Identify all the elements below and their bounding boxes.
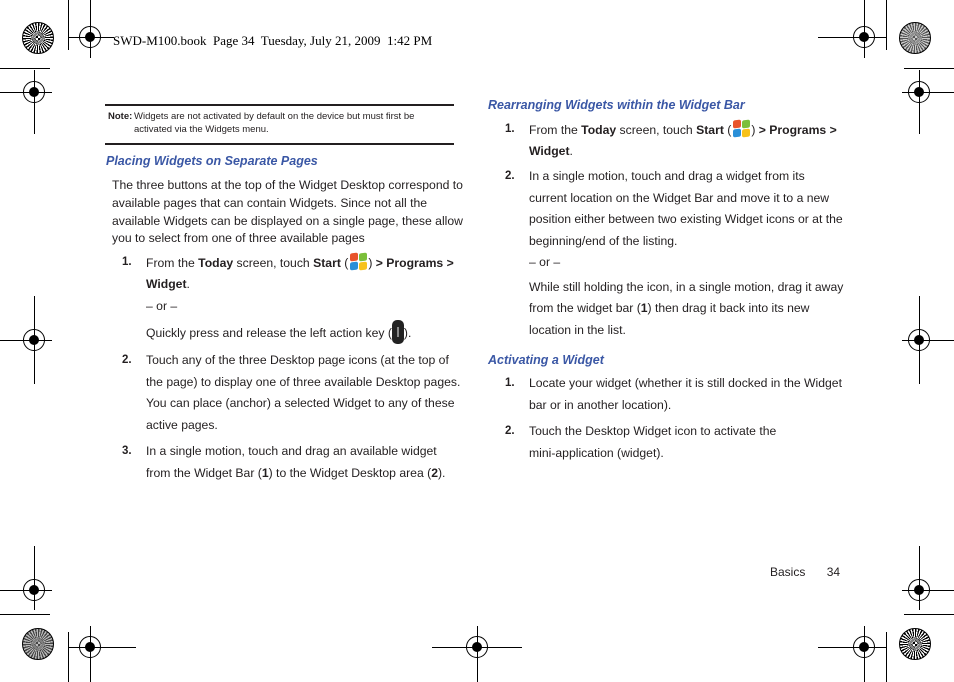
intro-paragraph (112, 177, 463, 248)
text: ( (340, 256, 349, 270)
crop-mark (902, 92, 954, 93)
step-line: active pages. (146, 417, 218, 432)
intro-line: available pages that can contain Widgets. Since not all the (112, 195, 428, 210)
crop-mark (0, 590, 52, 591)
crop-mark (864, 0, 865, 58)
step-number: 1. (122, 256, 132, 268)
step-line: Touch any of the three Desktop page icons (at the top of (146, 353, 449, 367)
activate-step-2-text (529, 421, 776, 464)
crop-mark (886, 632, 887, 682)
color-registration-rose-icon (899, 22, 931, 54)
note-top-rule (105, 104, 454, 106)
step-line: In a single motion, touch and drag an available widget (146, 444, 437, 458)
step-line: location in the list. (529, 322, 626, 337)
crop-mark (34, 70, 35, 134)
crop-mark (34, 296, 35, 384)
intro-line: The three buttons at the top of the Widget Desktop correspond to (112, 178, 463, 192)
programs-path: > Programs > (375, 256, 454, 270)
step-number: 1. (505, 123, 515, 135)
color-registration-rose-icon (899, 628, 931, 660)
text: ). (403, 326, 412, 340)
step-line: Locate your widget (whether it is still docked in the Widget (529, 376, 842, 390)
step-number: 1. (505, 377, 515, 389)
crop-mark (902, 590, 954, 591)
step-1-text-cont (529, 141, 573, 163)
step-number: 2. (505, 170, 515, 182)
text: ( (723, 123, 732, 137)
step-number: 3. (122, 445, 132, 457)
crop-mark (818, 647, 886, 648)
today-label: Today (198, 256, 234, 270)
crop-mark (68, 37, 114, 38)
step-number: 2. (122, 354, 132, 366)
text: . (186, 277, 190, 291)
step-2-text (529, 166, 843, 341)
note-label: Note: (108, 111, 133, 122)
crop-mark (818, 37, 886, 38)
callout-number: 2 (431, 465, 438, 480)
text: from the Widget Bar ( (146, 465, 262, 480)
widget-label: Widget (146, 277, 187, 291)
callout-number: 1 (640, 301, 648, 315)
step-line (146, 463, 445, 485)
crop-mark (0, 614, 50, 615)
callout-number: 1 (261, 465, 269, 480)
step-1-text (529, 119, 837, 142)
crop-mark (919, 546, 920, 610)
crop-mark (68, 632, 69, 682)
step-1-text (146, 252, 454, 275)
text: From the (529, 123, 582, 137)
note-bottom-rule (105, 143, 454, 145)
text: ) (368, 256, 376, 270)
step-line: current location on the Widget Bar and move it to a new (529, 190, 830, 205)
crop-mark (90, 0, 91, 58)
crop-mark (34, 546, 35, 610)
start-label: Start (313, 256, 341, 270)
section-heading-activating-widget: Activating a Widget (488, 353, 604, 367)
start-label: Start (696, 123, 724, 137)
crop-mark (919, 70, 920, 134)
crop-mark (477, 626, 478, 682)
step-line: In a single motion, touch and drag a widget from its (529, 169, 805, 183)
text: ) to the Widget Desktop area ( (268, 465, 432, 480)
crop-mark (0, 68, 50, 69)
intro-line: available Widgets can be displayed on a single page, these allow (112, 213, 463, 228)
crop-mark (68, 647, 136, 648)
windows-start-icon (731, 119, 751, 139)
crop-mark (902, 340, 954, 341)
step-line (529, 298, 843, 320)
color-registration-rose-icon (22, 22, 54, 54)
step-line: mini-application (widget). (529, 445, 664, 460)
step-1-alt-text (146, 320, 411, 345)
color-registration-rose-icon (22, 628, 54, 660)
crop-mark (886, 0, 887, 50)
step-line: position either between two existing Widget icons or at the (529, 212, 843, 226)
note-line-1: Widgets are not activated by default on the device but must first be (134, 111, 415, 122)
step-line: You can place (anchor) a selected Widget to any of these (146, 396, 455, 410)
crop-mark (0, 340, 52, 341)
step-3-text (146, 441, 445, 484)
crop-mark (68, 0, 69, 50)
step-1-text-cont (146, 274, 190, 296)
text: Quickly press and release the left action key ( (146, 326, 392, 340)
text: ) then drag it back into its new (647, 301, 810, 315)
text: . (569, 144, 573, 158)
crop-mark (864, 626, 865, 682)
text: ) (751, 123, 759, 137)
step-line: beginning/end of the listing. (529, 233, 678, 248)
crop-mark (90, 626, 91, 682)
text: From the (146, 256, 199, 270)
section-heading-rearranging-widgets: Rearranging Widgets within the Widget Bar (488, 98, 745, 112)
step-line: While still holding the icon, in a single motion, drag it away (529, 279, 844, 294)
section-heading-placing-widgets: Placing Widgets on Separate Pages (106, 154, 318, 168)
step-line: the page) to display one of three available Desktop pages. (146, 374, 461, 389)
step-number: 2. (505, 425, 515, 437)
text: from the widget bar ( (529, 301, 641, 315)
crop-mark (904, 68, 954, 69)
file-slug: SWD-M100.book Page 34 Tuesday, July 21, 2009 1:42 PM (113, 33, 433, 48)
note-line-2: activated via the Widgets menu. (134, 124, 269, 135)
crop-mark (904, 614, 954, 615)
step-line: bar or in another location). (529, 397, 672, 412)
today-label: Today (581, 123, 617, 137)
footer-page-number: 34 (826, 565, 841, 579)
footer-section: Basics (770, 565, 806, 579)
text: screen, touch (233, 256, 314, 270)
crop-mark (919, 296, 920, 384)
step-line: Touch the Desktop Widget icon to activate the (529, 424, 777, 438)
left-action-key-icon (392, 320, 404, 344)
page-footer (770, 565, 840, 579)
text: screen, touch (616, 123, 697, 137)
intro-line: you to select from one of three available pages (112, 231, 365, 246)
or-separator: – or – (529, 255, 561, 269)
programs-path: > Programs > (758, 123, 837, 137)
or-separator: – or – (146, 299, 178, 313)
windows-start-icon (348, 252, 368, 272)
activate-step-1-text (529, 373, 842, 416)
text: ). (437, 465, 446, 480)
widget-label: Widget (529, 144, 570, 158)
step-2-text (146, 350, 460, 436)
crop-mark (0, 92, 52, 93)
